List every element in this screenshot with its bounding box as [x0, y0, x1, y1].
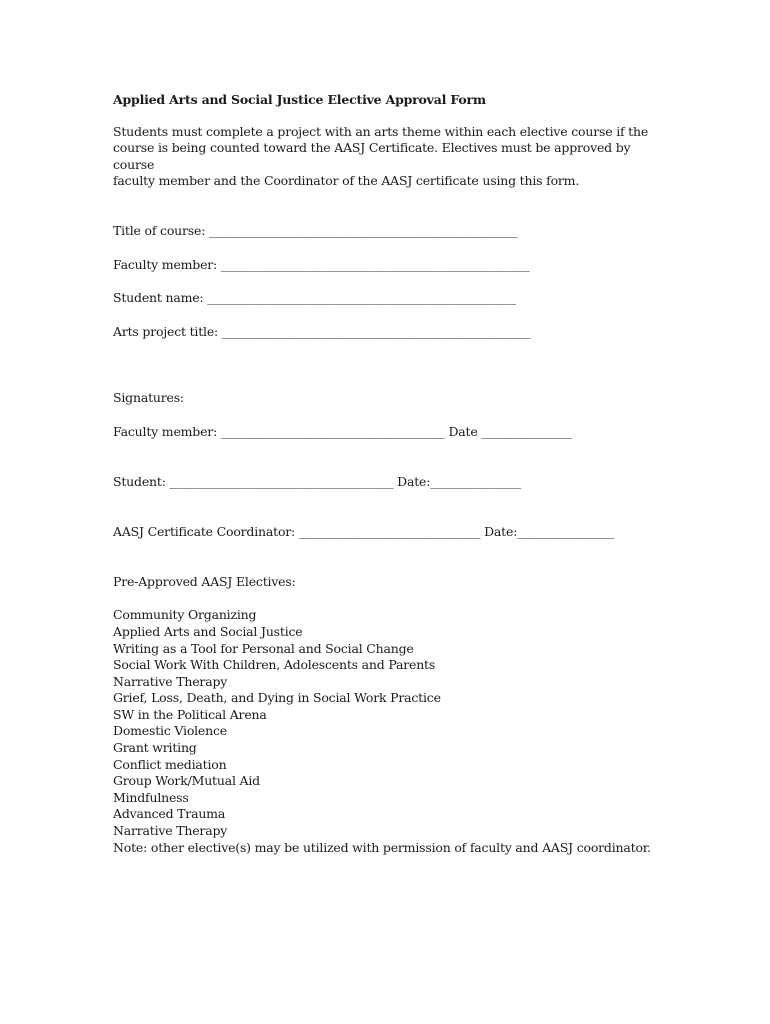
electives-heading: Pre-Approved AASJ Electives:: [113, 573, 296, 589]
arts-project-title-field: Arts project title: ___________________________________________________: [113, 323, 531, 339]
list-item: Community Organizing: [113, 607, 257, 623]
list-item: SW in the Political Arena: [113, 706, 267, 722]
intro-line: faculty member and the Coordinator of the AASJ certificate using this form.: [113, 173, 580, 189]
title-of-course-field: Title of course: ___________________________________________________: [113, 222, 518, 238]
list-item: Group Work/Mutual Aid: [113, 773, 260, 789]
student-signature-field: Student: _____________________________________ Date:_______________: [113, 473, 521, 489]
list-item: Grief, Loss, Death, and Dying in Social Work Practice: [113, 690, 441, 706]
student-name-field: Student name: ___________________________________________________: [113, 290, 516, 306]
list-item: Advanced Trauma: [113, 806, 226, 822]
list-item: Narrative Therapy: [113, 673, 228, 689]
list-item: Writing as a Tool for Personal and Social Change: [113, 640, 414, 656]
signatures-heading: Signatures:: [113, 390, 184, 406]
electives-list: [113, 607, 673, 856]
list-item: Grant writing: [113, 740, 197, 756]
form-title: Applied Arts and Social Justice Elective Approval Form: [113, 92, 486, 107]
intro-line: Students must complete a project with an arts theme within each elective course if the: [113, 123, 649, 139]
intro-line: course is being counted toward the AASJ Certificate. Electives must be approved by course: [113, 140, 631, 172]
list-item: Mindfulness: [113, 789, 189, 805]
list-item: Applied Arts and Social Justice: [113, 623, 303, 639]
faculty-signature-field: Faculty member: _____________________________________ Date _______________: [113, 423, 573, 439]
faculty-member-field: Faculty member: ___________________________________________________: [113, 256, 530, 272]
list-item: Conflict mediation: [113, 756, 227, 772]
list-item: Domestic Violence: [113, 723, 227, 739]
electives-note: Note: other elective(s) may be utilized with permission of faculty and AASJ coordinator.: [113, 839, 651, 855]
coordinator-signature-field: AASJ Certificate Coordinator: ______________________________ Date:________________: [113, 524, 615, 540]
list-item: Social Work With Children, Adolescents and Parents: [113, 657, 436, 673]
document-page: [113, 92, 673, 856]
list-item: Narrative Therapy: [113, 823, 228, 839]
intro-paragraph: [113, 124, 658, 190]
